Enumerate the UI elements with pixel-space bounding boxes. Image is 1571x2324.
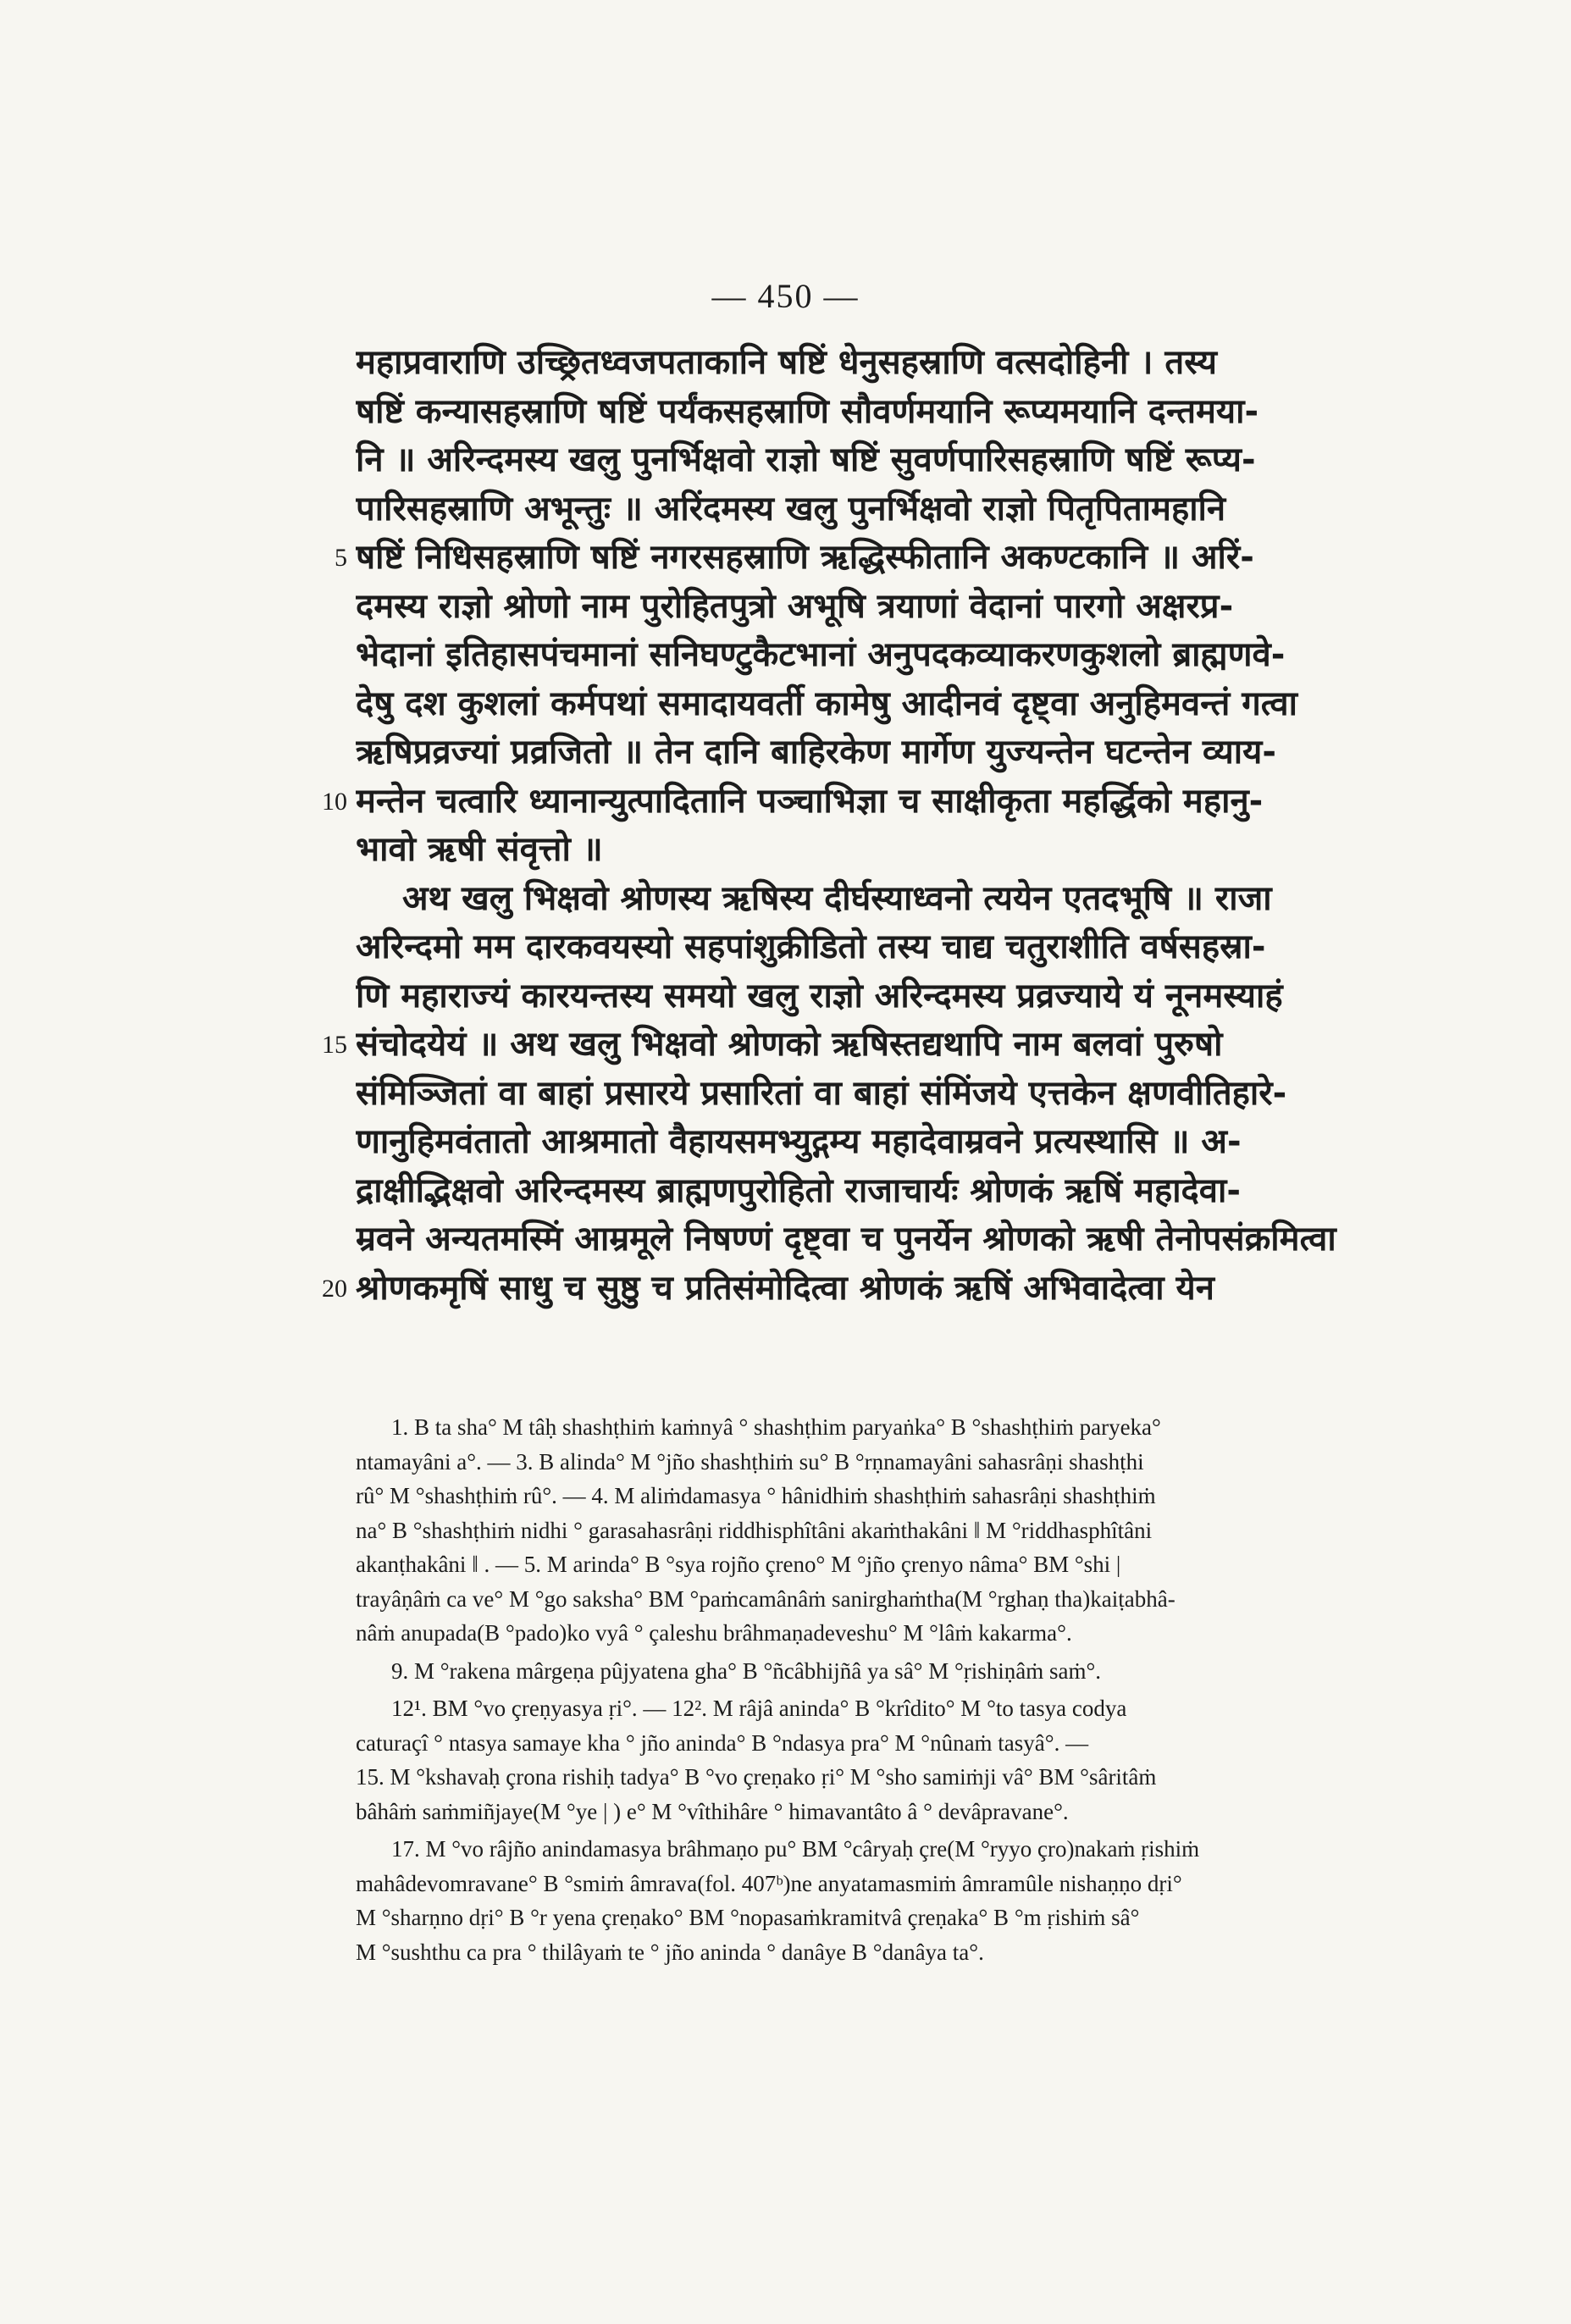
text-line: अरिन्दमो मम दारकवयस्यो सहपांशुक्रीडितो तस्य चाद्य चतुराशीति वर्षसहस्रा-	[356, 927, 1266, 966]
footnote-line: bâhâṁ saṁmiñjaye(M °ye | ) e° M °vîthihâre ° himavantâto â ° devâpravane°.	[356, 1798, 1069, 1824]
footnote-line: M °sharṇno dṛi° B °r yena çreṇako° BM °nopasaṁkramitvâ çreṇaka° B °m ṛishiṁ sâ°	[356, 1905, 1140, 1930]
footnote-line: ntamayâni a°. — 3. B alinda° M °jño shashṭhiṁ su° B °rṇnamayâni sahasrâṇi shashṭhi	[356, 1448, 1144, 1475]
footnote	[356, 1410, 1435, 1651]
footnote-line: caturaçî ° ntasya samaye kha ° jño aninda° B °ndasya pra° M °nûnaṁ tasyâ°. —	[356, 1729, 1089, 1756]
text-line: दमस्य राज्ञो श्रोणो नाम पुरोहितपुत्रो अभूषि त्रयाणां वेदानां पारगो अक्षरप्र-	[356, 586, 1234, 626]
text-line: ऋषिप्रव्रज्यां प्रव्रजितो ॥ तेन दानि बाहिरकेण मार्गेण युज्यन्तेन घटन्तेन व्याय-	[356, 733, 1276, 772]
footnote	[356, 1691, 1435, 1829]
footnote-line: 9. M °rakena mârgeṇa pûjyatena gha° B °ñcâbhijñâ ya sâ° M °ṛishiṇâṁ saṁ°.	[391, 1657, 1102, 1684]
footnote	[356, 1832, 1435, 1969]
page-number: — 450 —	[711, 277, 860, 315]
footnote-line: trayâṇâṁ ca ve° M °go saksha° BM °paṁcamânâṁ sanirghaṁtha(M °rghaṇ tha)kaiṭabhâ-	[356, 1585, 1175, 1612]
text-line: द्राक्षीद्भिक्षवो अरिन्दमस्य ब्राह्मणपुरोहितो राजाचार्यः श्रोणकं ऋषिं महादेवा-	[356, 1170, 1241, 1210]
text-line: पारिसहस्राणि अभून्तुः ॥ अरिंदमस्य खलु पुनर्भिक्षवो राज्ञो पितृपितामहानि	[356, 489, 1226, 528]
text-line: श्रोणकमृषिं साधु च सुष्ठु च प्रतिसंमोदित्वा श्रोणकं ऋषिं अभिवादेत्वा येन	[356, 1268, 1214, 1308]
text-line: णानुहिमवंतातो आश्रमातो वैहायसमभ्युद्गम्य महादेवाम्रवने प्रत्यस्थासि ॥ अ-	[356, 1122, 1242, 1161]
text-line: संचोदयेयं ॥ अथ खलु भिक्षवो श्रोणको ऋषिस्तद्यथापि नाम बलवां पुरुषो	[356, 1025, 1223, 1064]
text-line: भेदानां इतिहासपंचमानां सनिघण्टुकैटभानां अनुपदकव्याकरणकुशलो ब्राह्मणवे-	[356, 635, 1286, 674]
footnote-line: na° B °shashṭhiṁ nidhi ° garasahasrâṇi riddhisphîtâni akaṁthakâni ‖ M °riddhasphîtâni	[356, 1517, 1153, 1543]
text-line: षष्टिं निधिसहस्राणि षष्टिं नगरसहस्राणि ऋद्धिस्फीतानि अकण्टकानि ॥ अरिं-	[356, 538, 1254, 577]
text-line: षष्टिं कन्यासहस्राणि षष्टिं पर्यंकसहस्राणि सौवर्णमयानि रूप्यमयानि दन्तमया-	[356, 391, 1259, 431]
text-line: अथ खलु भिक्षवो श्रोणस्य ऋषिस्य दीर्घस्याध्वनो त्ययेन एतदभूषि ॥ राजा	[402, 878, 1272, 918]
footnote-line: mahâdevomravane° B °smiṁ âmrava(fol. 407ᵇ)ne anyatamasmiṁ âmramûle nishaṇṇo dṛi°	[356, 1870, 1182, 1896]
text-line: नि ॥ अरिन्दमस्य खलु पुनर्भिक्षवो राज्ञो षष्टिं सुवर्णपारिसहस्राणि षष्टिं रूप्य-	[356, 440, 1256, 479]
footnote-line: 1. B ta sha° M tâḥ shashṭhiṁ kaṁnyâ ° shashṭhim paryaṅka° B °shashṭhiṁ paryeka°	[391, 1414, 1161, 1440]
text-line: णि महाराज्यं कारयन्तस्य समयो खलु राज्ञो अरिन्दमस्य प्रव्रज्याये यं नूनमस्याहं	[356, 976, 1283, 1015]
line-number: 20	[322, 1274, 347, 1303]
text-line: भावो ऋषी संवृत्तो ॥	[356, 830, 603, 869]
footnotes-section	[356, 1410, 1435, 1973]
text-line: म्रवने अन्यतमस्मिं आम्रमूले निषण्णं दृष्ट्वा च पुनर्येन श्रोणको ऋषी तेनोपसंक्रमित्वा	[356, 1220, 1336, 1259]
sanskrit-text-block	[356, 339, 1435, 1313]
footnote-line: nâṁ anupada(B °pado)ko vyâ ° çaleshu brâhmaṇadeveshu° M °lâṁ kakarma°.	[356, 1620, 1072, 1646]
footnote-line: rû° M °shashṭhiṁ rû°. — 4. M aliṁdamasya ° hânidhiṁ shashṭhiṁ sahasrâṇi shashṭhiṁ	[356, 1483, 1156, 1508]
footnote-line: 15. M °kshavaḥ çrona rishiḥ tadya° B °vo çreṇako ṛi° M °sho samiṁji vâ° BM °sâritâṁ	[356, 1764, 1157, 1790]
line-number: 15	[322, 1031, 347, 1059]
footnote-line: akanṭhakâni ‖ . — 5. M arinda° B °sya rojño çreno° M °jño çrenyo nâma° BM °shi |	[356, 1552, 1121, 1577]
text-line: देषु दश कुशलां कर्मपथां समादायवर्ती कामेषु आदीनवं दृष्ट्वा अनुहिमवन्तं गत्वा	[356, 683, 1297, 723]
text-line: मन्तेन चत्वारि ध्यानान्युत्पादितानि पञ्चाभिज्ञा च साक्षीकृता महर्द्धिको महानु-	[356, 781, 1264, 821]
text-line: संमिञ्जितां वा बाहां प्रसारये प्रसारितां वा बाहां संमिंजये एत्तकेन क्षणवीतिहारे-	[356, 1073, 1287, 1113]
text-line: महाप्रवाराणि उच्छ्रितध्वजपताकानि षष्टिं धेनुसहस्राणि वत्सदोहिनी । तस्य	[356, 343, 1217, 382]
footnote	[356, 1654, 1435, 1689]
footnote-line: 12¹. BM °vo çreṇyasya ṛi°. — 12². M râjâ aninda° B °krîdito° M °to tasya codya	[391, 1696, 1127, 1721]
line-number: 5	[335, 544, 347, 572]
footnote-line: M °sushthu ca pra ° thilâyaṁ te ° jño aninda ° danâye B °danâya ta°.	[356, 1939, 984, 1965]
line-number: 10	[322, 787, 347, 816]
footnote-line: 17. M °vo râjño anindamasya brâhmaṇo pu° BM °câryaḥ çre(M °ryyo çro)nakaṁ ṛishiṁ	[391, 1836, 1200, 1862]
